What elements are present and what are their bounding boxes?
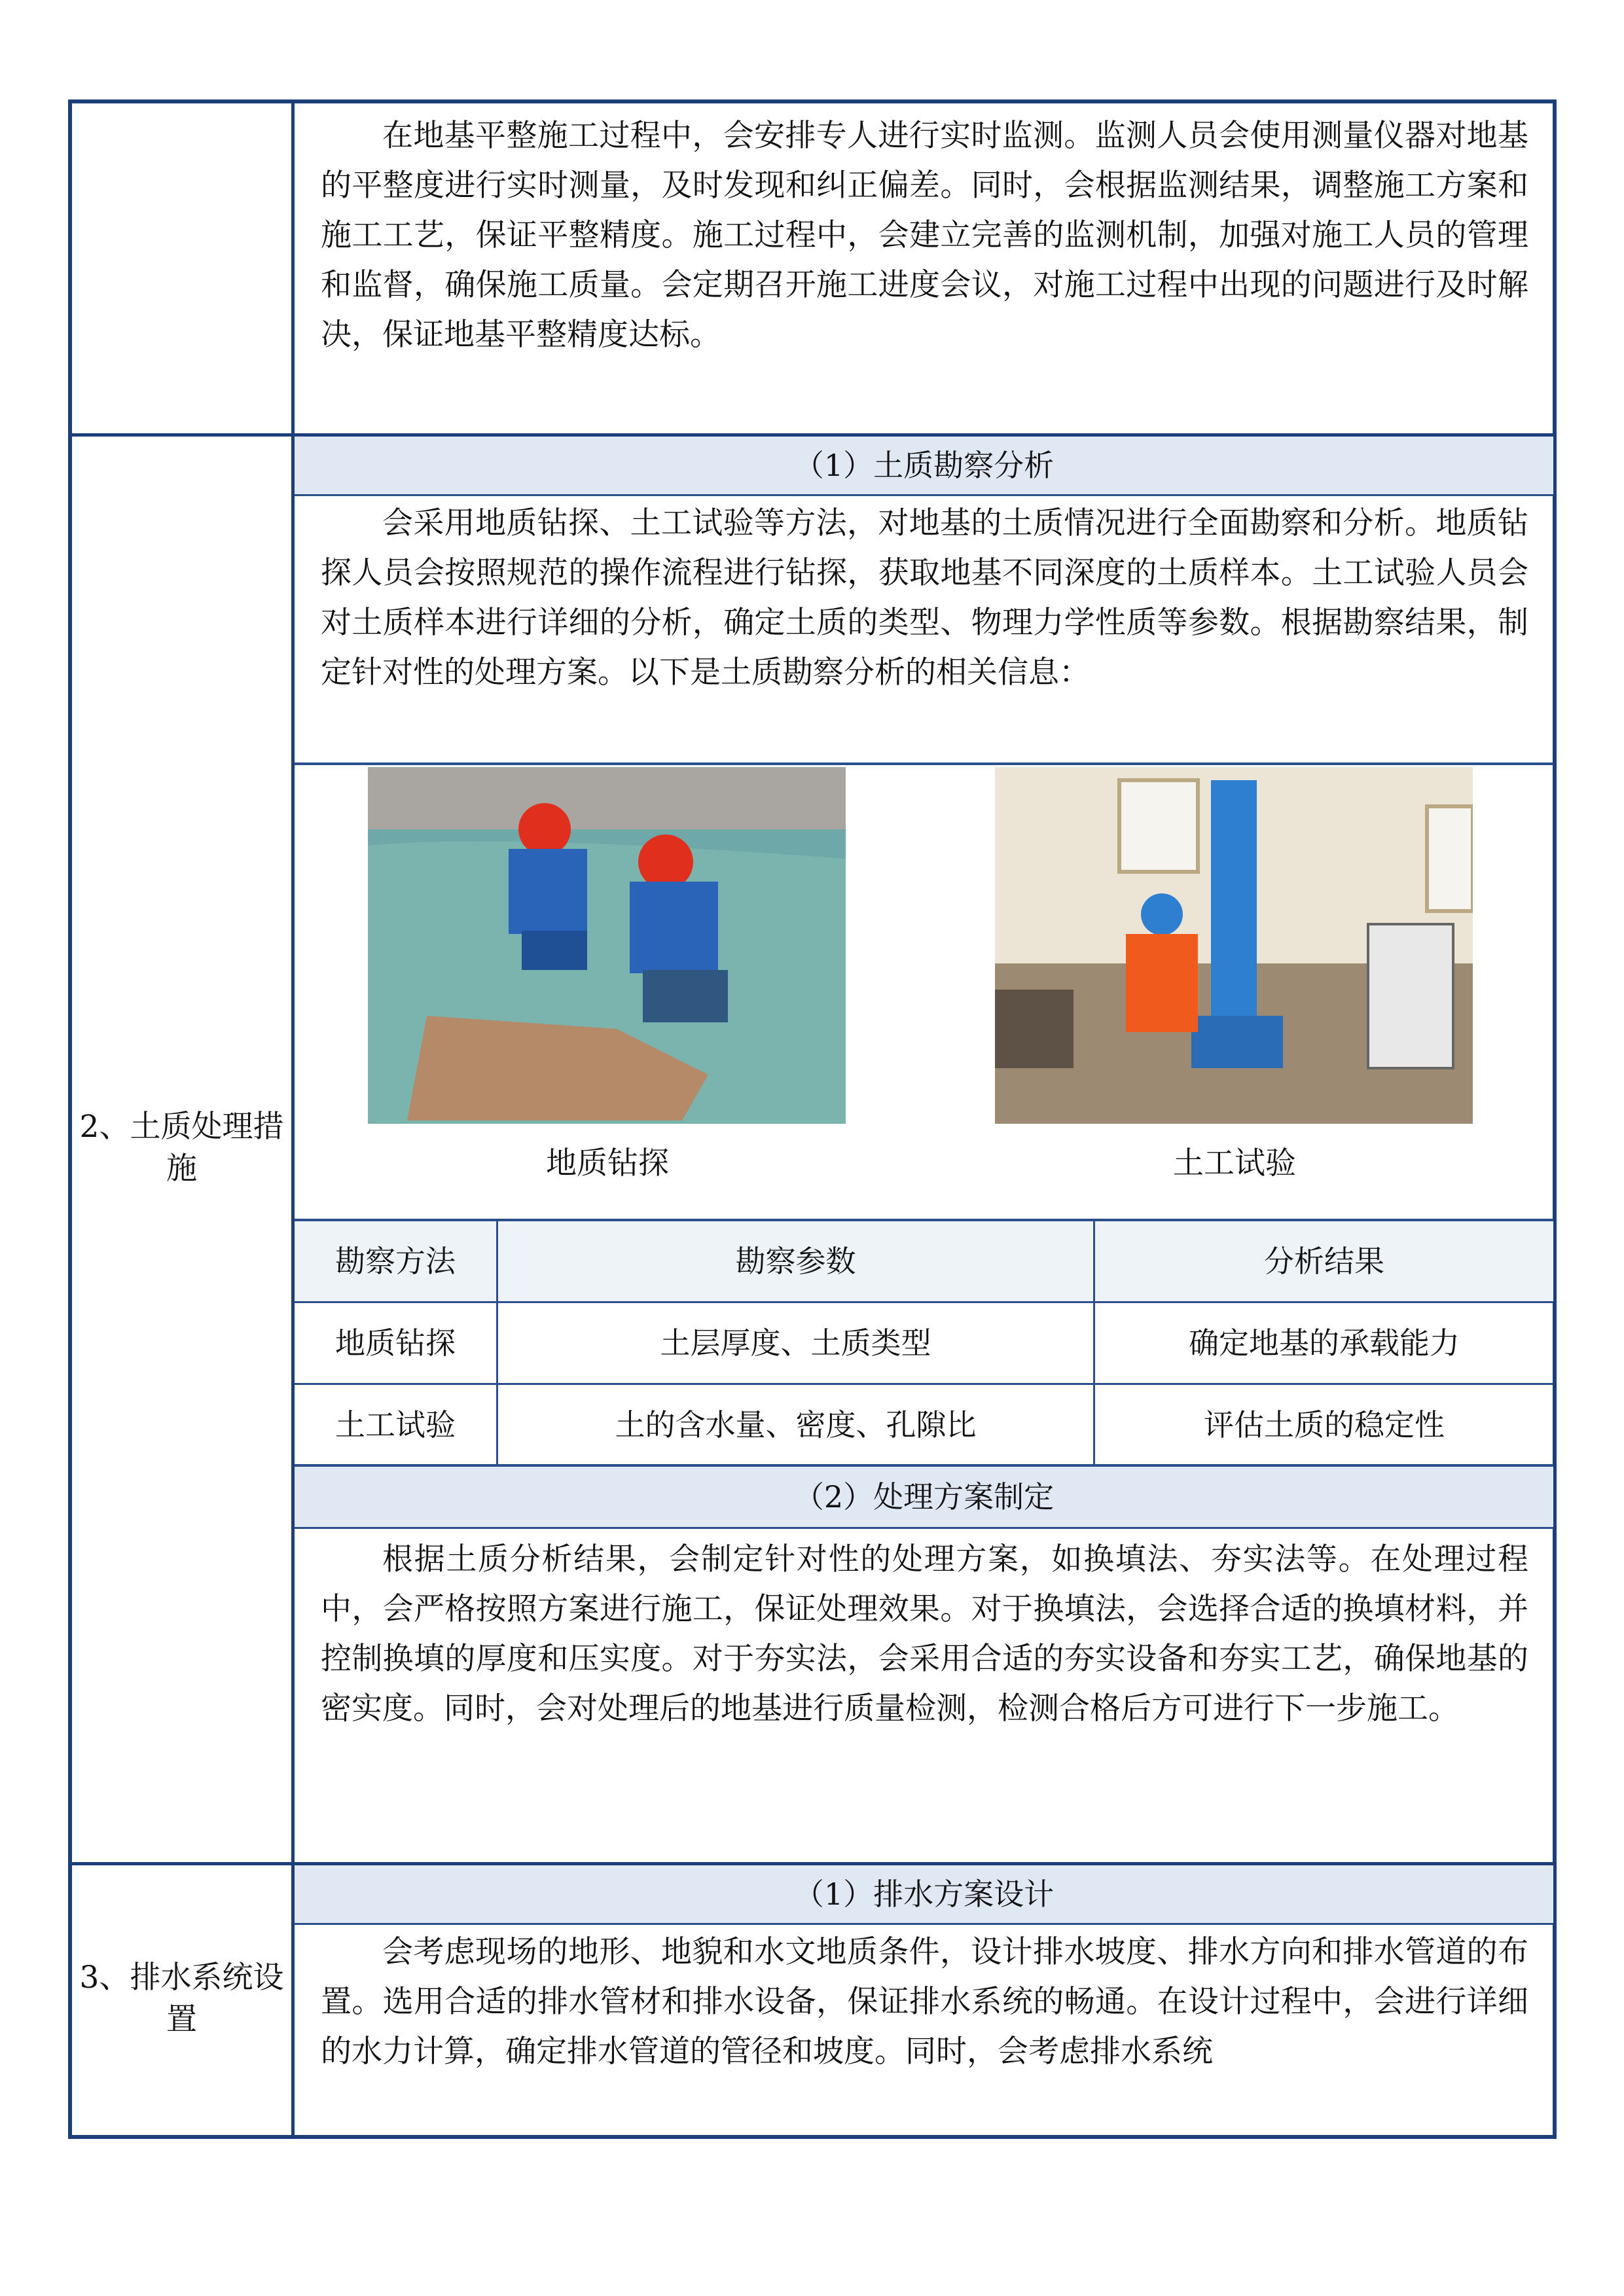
soil-section-label: 2、土质处理措施	[79, 1109, 284, 1187]
treatment-plan-paragraph: 根据土质分析结果，会制定针对性的处理方案，如换填法、夯实法等。在处理过程中，会严格按照方案进行施工，保证处理效果。对于换填法，会选择合适的换填材料，并控制换填的厚度和压实度。对于夯实法，会采用合适的夯实设备和夯实工艺，确保地基的密实度。同时，会对处理后的地基进行质量检测，检测合格后方可进行下一步施工。	[321, 1541, 1528, 1727]
table-cell: 地质钻探	[335, 1325, 456, 1361]
drilling-photo	[368, 767, 846, 1124]
soil-test-caption: 土工试验	[1173, 1145, 1296, 1181]
soil-survey-subheading: （1）土质勘察分析	[295, 437, 1553, 494]
soil-survey-paragraph: 会采用地质钻探、土工试验等方法，对地基的土质情况进行全面勘察和分析。地质钻探人员会按照规范的操作流程进行钻探，获取地基不同深度的土质样本。土工试验人员会对土质样本进行详细的分析，确定土质的类型、物理力学性质等参数。根据勘察结果，制定针对性的处理方案。以下是土质勘察分析的相关信息：	[321, 505, 1528, 691]
table-cell: 土工试验	[335, 1407, 456, 1443]
divider	[295, 1527, 1553, 1529]
table-cell: 土的含水量、密度、孔隙比	[615, 1407, 977, 1443]
drainage-design-subheading: （1）排水方案设计	[295, 1865, 1553, 1923]
column-divider	[291, 99, 295, 2139]
treatment-plan-subheading: （2）处理方案制定	[295, 1467, 1553, 1527]
table-header: 勘察参数	[735, 1244, 856, 1279]
drainage-design-paragraph: 会考虑现场的地形、地貌和水文地质条件，设计排水坡度、排水方向和排水管道的布置。选用合适的排水管材和排水设备，保证排水系统的畅通。在设计过程中，会进行详细的水力计算，确定排水管道的管径和坡度。同时，会考虑排水系统	[321, 1934, 1528, 2070]
table-header: 分析结果	[1264, 1244, 1384, 1279]
table-header: 勘察方法	[335, 1244, 456, 1279]
soil-test-photo	[995, 767, 1473, 1124]
divider	[295, 494, 1553, 496]
table-cell: 确定地基的承载能力	[1189, 1325, 1460, 1361]
drainage-section-label: 3、排水系统设置	[79, 1960, 284, 2037]
divider	[295, 1923, 1553, 1925]
flatness-paragraph: 在地基平整施工过程中，会安排专人进行实时监测。监测人员会使用测量仪器对地基的平整度进行实时测量，及时发现和纠正偏差。同时，会根据监测结果，调整施工方案和施工工艺，保证平整精度。施工过程中，会建立完善的监测机制，加强对施工人员的管理和监督，确保施工质量。会定期召开施工进度会议，对施工过程中出现的问题进行及时解决，保证地基平整精度达标。	[321, 118, 1528, 353]
table-cell: 土层厚度、土质类型	[660, 1325, 931, 1361]
drilling-caption: 地质钻探	[546, 1145, 669, 1181]
divider	[295, 762, 1553, 765]
table-cell: 评估土质的稳定性	[1204, 1407, 1445, 1443]
